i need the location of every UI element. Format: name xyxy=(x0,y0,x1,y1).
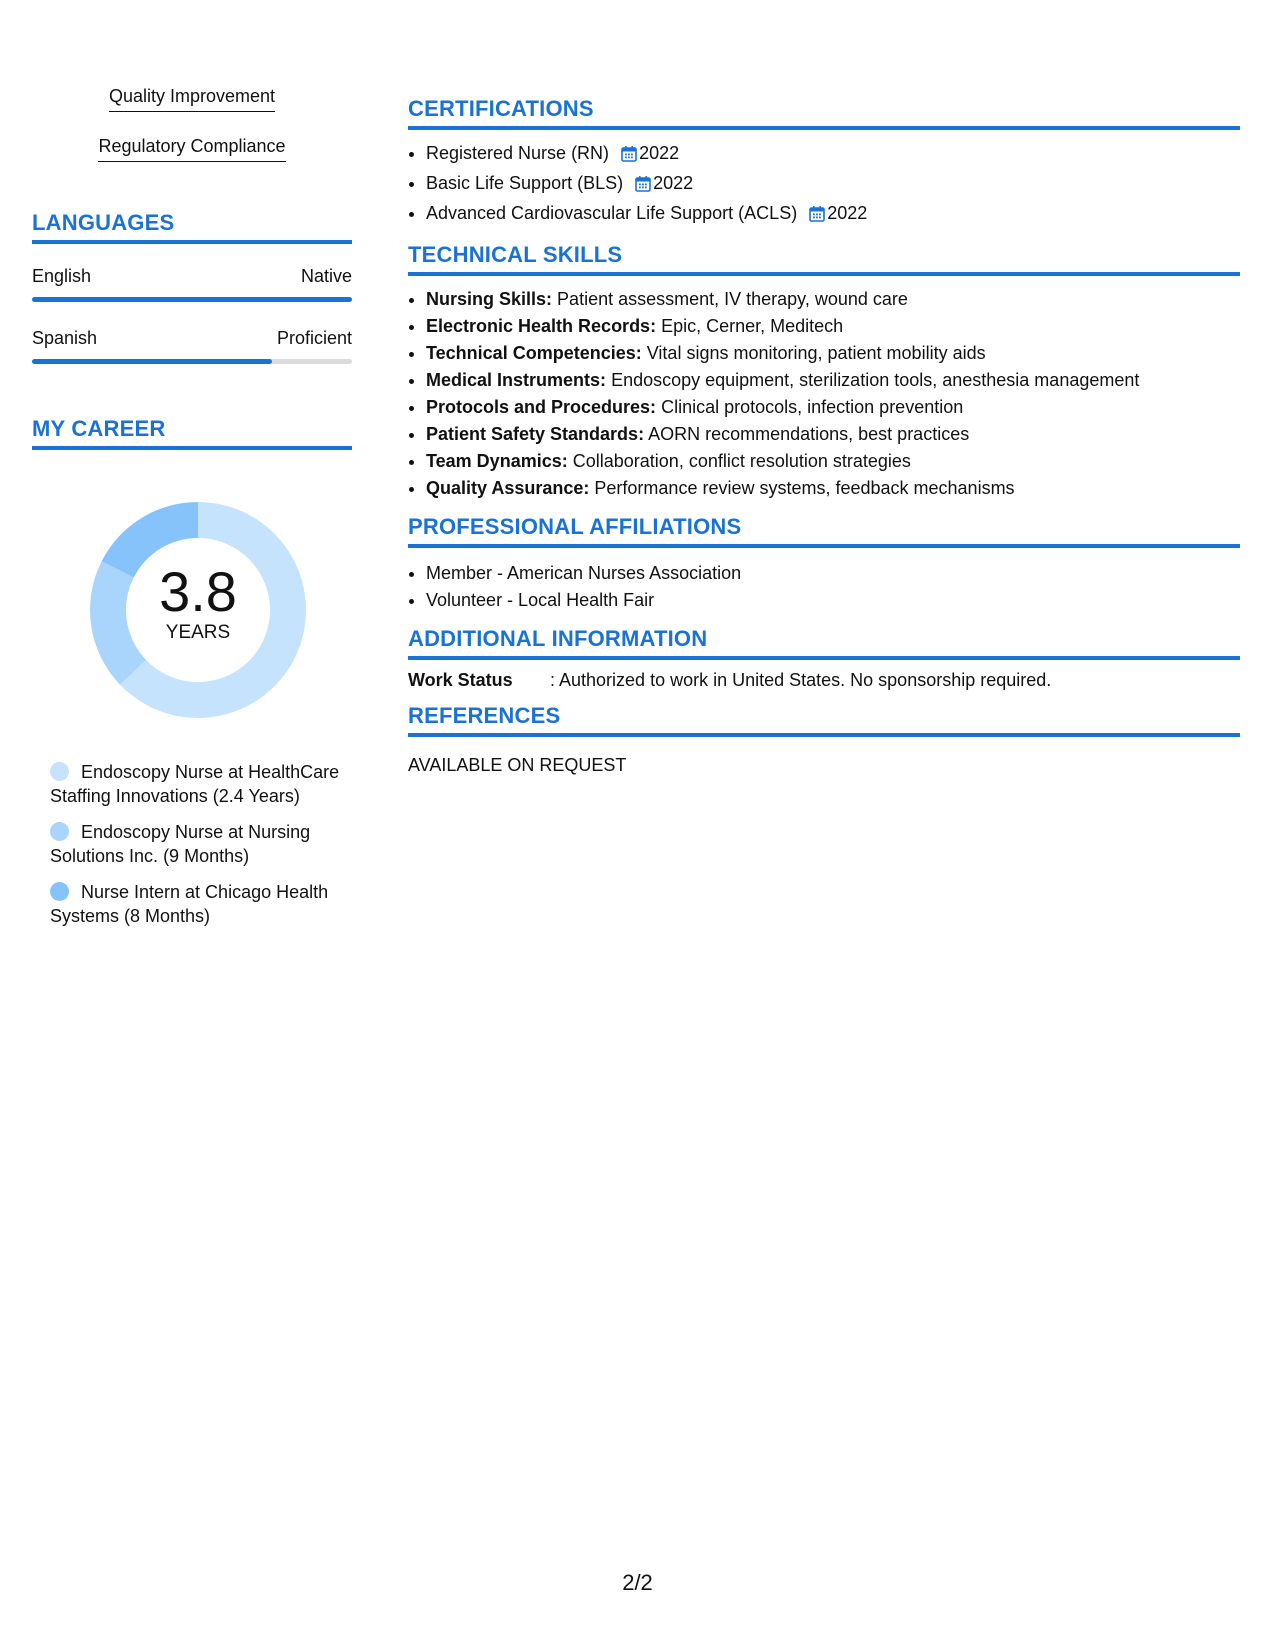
career-legend-item: Nurse Intern at Chicago Health Systems (8 Months) xyxy=(50,882,329,926)
career-unit: YEARS xyxy=(165,622,231,643)
work-status-label: Work Status xyxy=(408,670,513,690)
language-name: English xyxy=(32,266,92,286)
certifications-title: CERTIFICATIONS xyxy=(408,96,1240,130)
skill-item: • Technical Competencies: Vital signs monitoring, patient mobility aids xyxy=(426,340,1240,367)
career-title: MY CAREER xyxy=(32,416,352,450)
career-total: 3.8 xyxy=(159,560,237,623)
certification-item: • Advanced Cardiovascular Life Support (ACLS) 2022 xyxy=(426,200,1240,230)
skill-tag: Regulatory Compliance xyxy=(32,136,352,180)
career-section xyxy=(32,416,352,928)
calendar-icon xyxy=(621,143,637,170)
affiliations-list xyxy=(408,560,1240,614)
technical-skills-title: TECHNICAL SKILLS xyxy=(408,242,1240,276)
technical-skills-list xyxy=(408,286,1240,502)
affiliation-item: • Volunteer - Local Health Fair xyxy=(426,587,1240,614)
skill-item: • Team Dynamics: Collaboration, conflict resolution strategies xyxy=(426,448,1240,475)
skill-item: • Patient Safety Standards: AORN recommendations, best practices xyxy=(426,421,1240,448)
language-name: Spanish xyxy=(32,328,98,348)
calendar-icon xyxy=(809,203,825,230)
left-column xyxy=(32,80,352,940)
certifications-list xyxy=(408,140,1240,230)
language-bar xyxy=(32,359,352,364)
legend-dot-icon xyxy=(50,822,69,841)
references-title: REFERENCES xyxy=(408,703,1240,737)
affiliations-title: PROFESSIONAL AFFILIATIONS xyxy=(408,514,1240,548)
languages-title: LANGUAGES xyxy=(32,210,352,244)
career-legend xyxy=(50,760,350,928)
calendar-icon xyxy=(635,173,651,200)
references-text: AVAILABLE ON REQUEST xyxy=(408,755,627,775)
career-legend-item: Endoscopy Nurse at Nursing Solutions Inc. (9 Months) xyxy=(50,822,311,866)
skill-item: • Medical Instruments: Endoscopy equipment, sterilization tools, anesthesia management xyxy=(426,367,1240,394)
certification-item: • Registered Nurse (RN) 2022 xyxy=(426,140,1240,170)
skill-item: • Electronic Health Records: Epic, Cerner, Meditech xyxy=(426,313,1240,340)
legend-dot-icon xyxy=(50,762,69,781)
language-item xyxy=(32,266,352,302)
right-column xyxy=(408,80,1240,776)
certification-item: • Basic Life Support (BLS) 2022 xyxy=(426,170,1240,200)
affiliation-item: • Member - American Nurses Association xyxy=(426,560,1240,587)
skill-item: • Nursing Skills: Patient assessment, IV therapy, wound care xyxy=(426,286,1240,313)
legend-dot-icon xyxy=(50,882,69,901)
career-donut xyxy=(78,490,318,730)
language-level: Proficient xyxy=(276,328,352,348)
work-status-value: : Authorized to work in United States. No sponsorship required. xyxy=(550,670,1052,690)
language-bar-fill xyxy=(32,297,352,302)
language-bar-fill xyxy=(32,359,272,364)
language-item xyxy=(32,328,352,364)
language-bar xyxy=(32,297,352,302)
language-level: Native xyxy=(300,266,352,286)
page-number: 2/2 xyxy=(622,1570,653,1595)
additional-info-title: ADDITIONAL INFORMATION xyxy=(408,626,1240,660)
skill-item: • Protocols and Procedures: Clinical protocols, infection prevention xyxy=(426,394,1240,421)
career-legend-item: Endoscopy Nurse at HealthCare Staffing Innovations (2.4 Years) xyxy=(50,762,340,806)
skill-tag: Quality Improvement xyxy=(32,86,352,130)
work-status-row xyxy=(408,670,1240,691)
skill-item: • Quality Assurance: Performance review systems, feedback mechanisms xyxy=(426,475,1240,502)
